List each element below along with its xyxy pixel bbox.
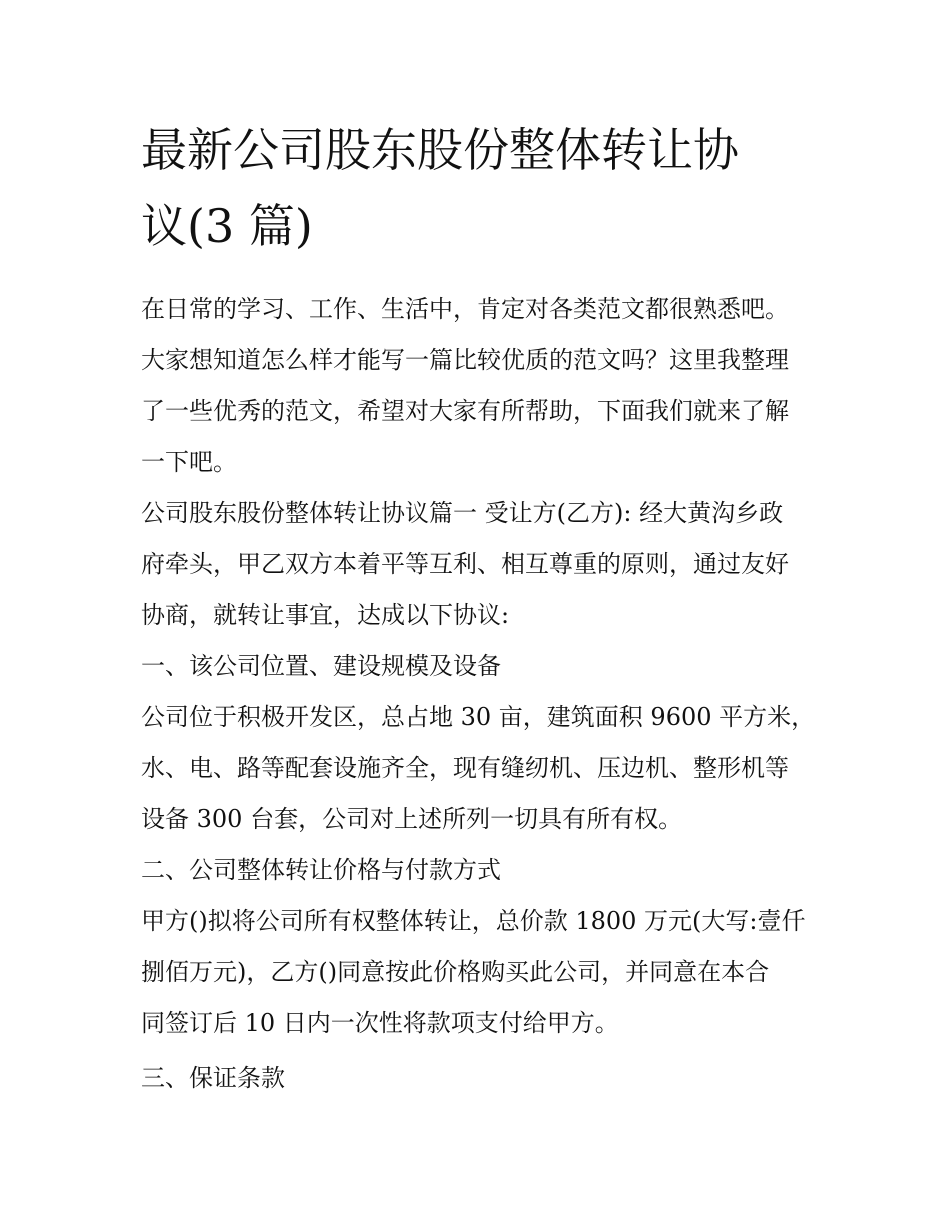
title-line-2: 议(3 篇) [141, 199, 313, 253]
section-heading: 三、保证条款 [141, 1064, 285, 1092]
body-line: 协商，就转让事宜，达成以下协议: [141, 601, 510, 629]
section-heading: 二、公司整体转让价格与付款方式 [141, 856, 501, 884]
document-body [141, 284, 821, 1104]
body-line: 设备 300 台套，公司对上述所列一切具有所有权。 [141, 805, 683, 833]
body-line: 捌佰万元)，乙方()同意按此价格购买此公司，并同意在本合 [141, 958, 770, 986]
section-heading: 一、该公司位置、建设规模及设备 [141, 652, 501, 680]
body-line: 府牵头，甲乙双方本着平等互利、相互尊重的原则，通过友好 [141, 550, 789, 578]
body-line: 同签订后 10 日内一次性将款项支付给甲方。 [141, 1009, 619, 1037]
title-line-1: 最新公司股东股份整体转让协 [141, 123, 739, 177]
document-title [141, 112, 821, 264]
body-line: 了一些优秀的范文，希望对大家有所帮助，下面我们就来了解 [141, 397, 789, 425]
body-line: 一下吧。 [141, 448, 237, 476]
body-line: 公司股东股份整体转让协议篇一 受让方(乙方): 经大黄沟乡政 [141, 499, 784, 527]
body-line: 公司位于积极开发区，总占地 30 亩，建筑面积 9600 平方米， [141, 703, 816, 731]
body-line: 大家想知道怎么样才能写一篇比较优质的范文吗？这里我整理 [141, 346, 789, 374]
body-line: 甲方()拟将公司所有权整体转让，总价款 1800 万元(大写:壹仟 [141, 907, 806, 935]
body-line: 水、电、路等配套设施齐全，现有缝纫机、压边机、整形机等 [141, 754, 789, 782]
document-page [141, 112, 821, 1104]
body-line: 在日常的学习、工作、生活中，肯定对各类范文都很熟悉吧。 [141, 295, 789, 323]
